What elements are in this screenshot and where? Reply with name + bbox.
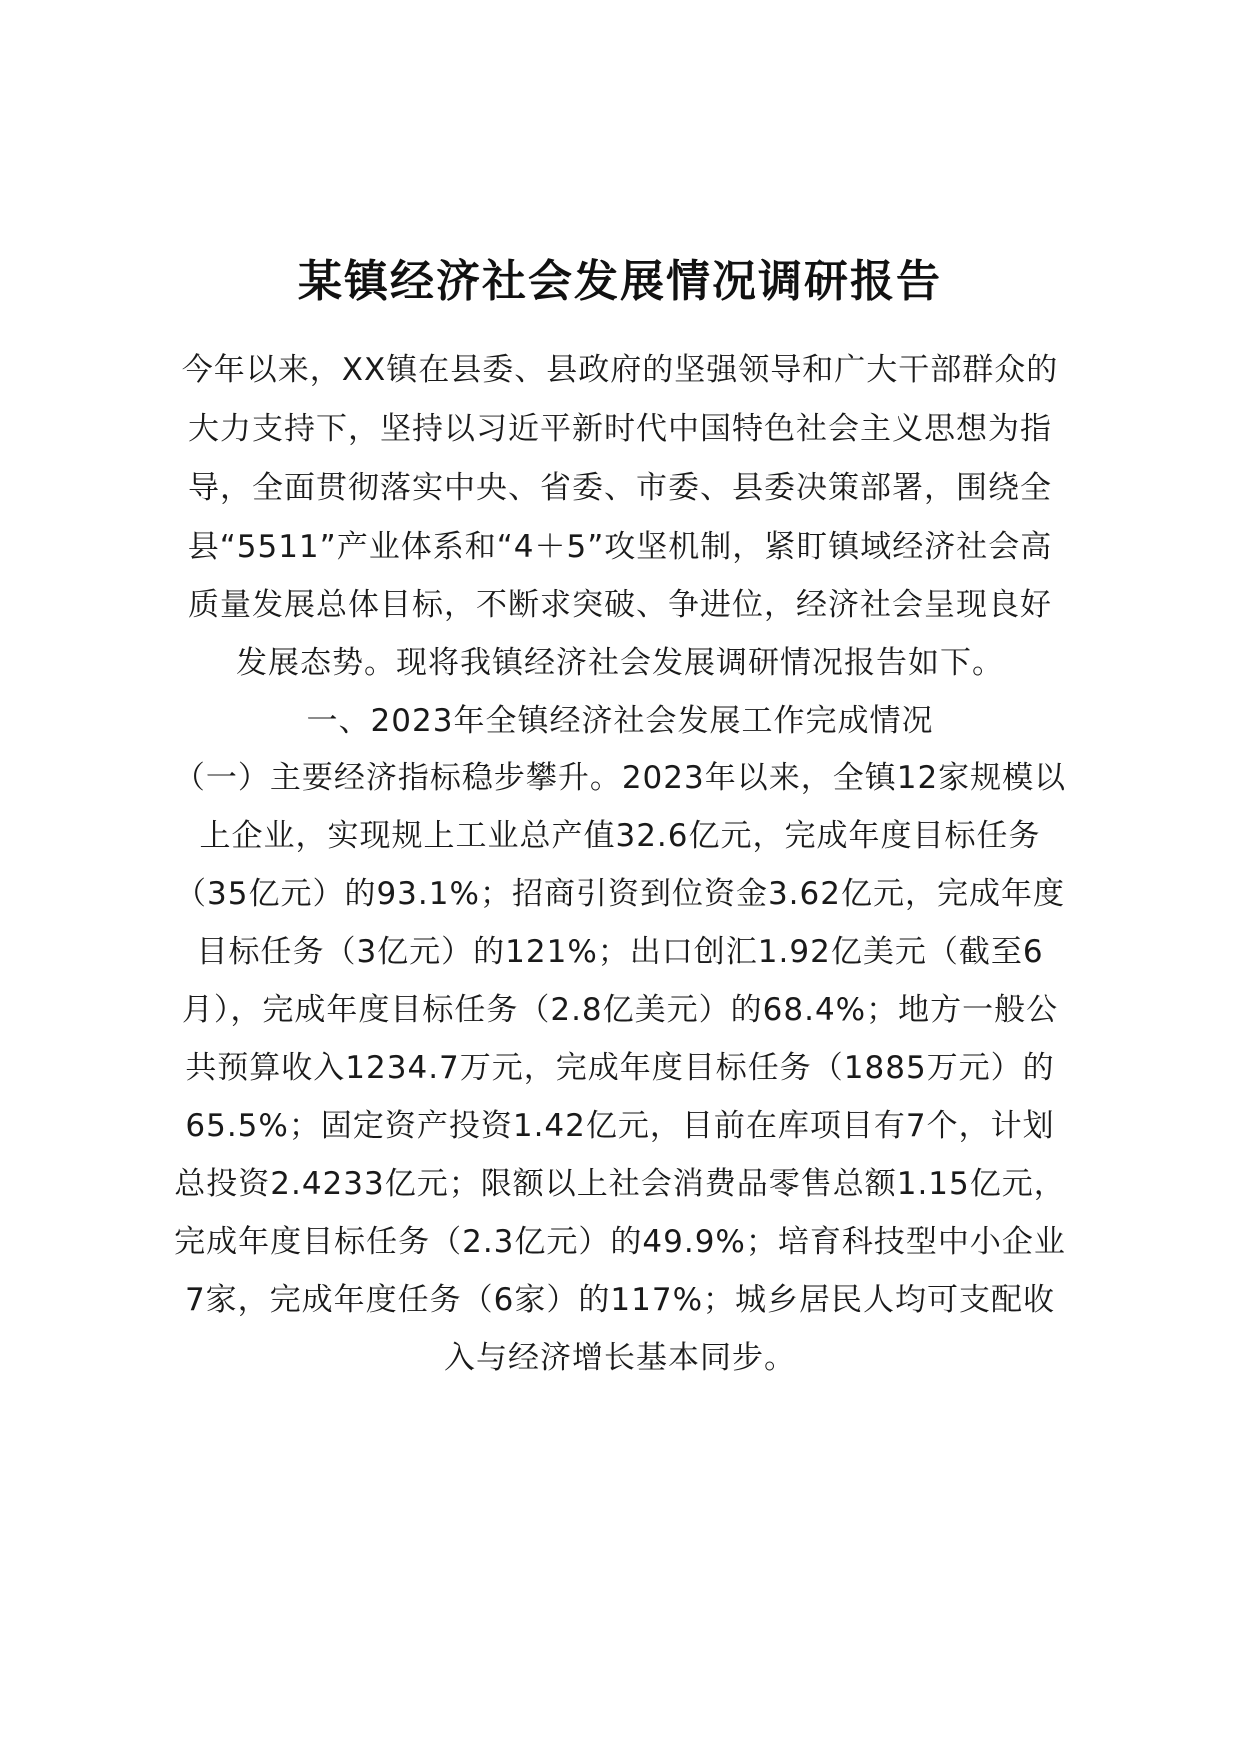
subsection-line-2: 上企业，实现规上工业总产值32.6亿元，完成年度目标任务 bbox=[199, 818, 1041, 854]
subsection-line-7: 65.5%；固定资产投资1.42亿元，目前在库项目有7个，计划 bbox=[185, 1108, 1055, 1144]
subsection-line-10: 7家，完成年度任务（6家）的117%；城乡居民人均可支配收 bbox=[184, 1282, 1056, 1318]
subsection-line-4: 目标任务（3亿元）的121%；出口创汇1.92亿美元（截至6 bbox=[196, 934, 1044, 970]
subsection-line-11: 入与经济增长基本同步。 bbox=[444, 1340, 796, 1376]
intro-line-2: 大力支持下，坚持以习近平新时代中国特色社会主义思想为指 bbox=[188, 411, 1052, 447]
section-heading: 一、2023年全镇经济社会发展工作完成情况 bbox=[306, 703, 934, 739]
intro-line-3: 导，全面贯彻落实中央、省委、市委、县委决策部署，围绕全 bbox=[188, 470, 1052, 506]
document-title: 某镇经济社会发展情况调研报告 bbox=[298, 256, 942, 307]
subsection-line-3: （35亿元）的93.1%；招商引资到位资金3.62亿元，完成年度 bbox=[175, 876, 1065, 912]
intro-line-1: 今年以来，XX镇在县委、县政府的坚强领导和广大干部群众的 bbox=[181, 352, 1059, 388]
intro-line-6: 发展态势。现将我镇经济社会发展调研情况报告如下。 bbox=[236, 645, 1004, 681]
intro-line-4: 县“5511”产业体系和“4＋5”攻坚机制，紧盯镇域经济社会高 bbox=[187, 529, 1053, 565]
intro-line-5: 质量发展总体目标，不断求突破、争进位，经济社会呈现良好 bbox=[188, 587, 1052, 623]
subsection-line-8: 总投资2.4233亿元；限额以上社会消费品零售总额1.15亿元， bbox=[174, 1166, 1066, 1202]
subsection-line-9: 完成年度目标任务（2.3亿元）的49.9%；培育科技型中小企业 bbox=[174, 1224, 1066, 1260]
subsection-line-5: 月），完成年度目标任务（2.8亿美元）的68.4%；地方一般公 bbox=[181, 992, 1059, 1028]
subsection-line-6: 共预算收入1234.7万元，完成年度目标任务（1885万元）的 bbox=[185, 1050, 1055, 1086]
subsection-line-1: （一）主要经济指标稳步攀升。2023年以来，全镇12家规模以 bbox=[173, 760, 1067, 796]
